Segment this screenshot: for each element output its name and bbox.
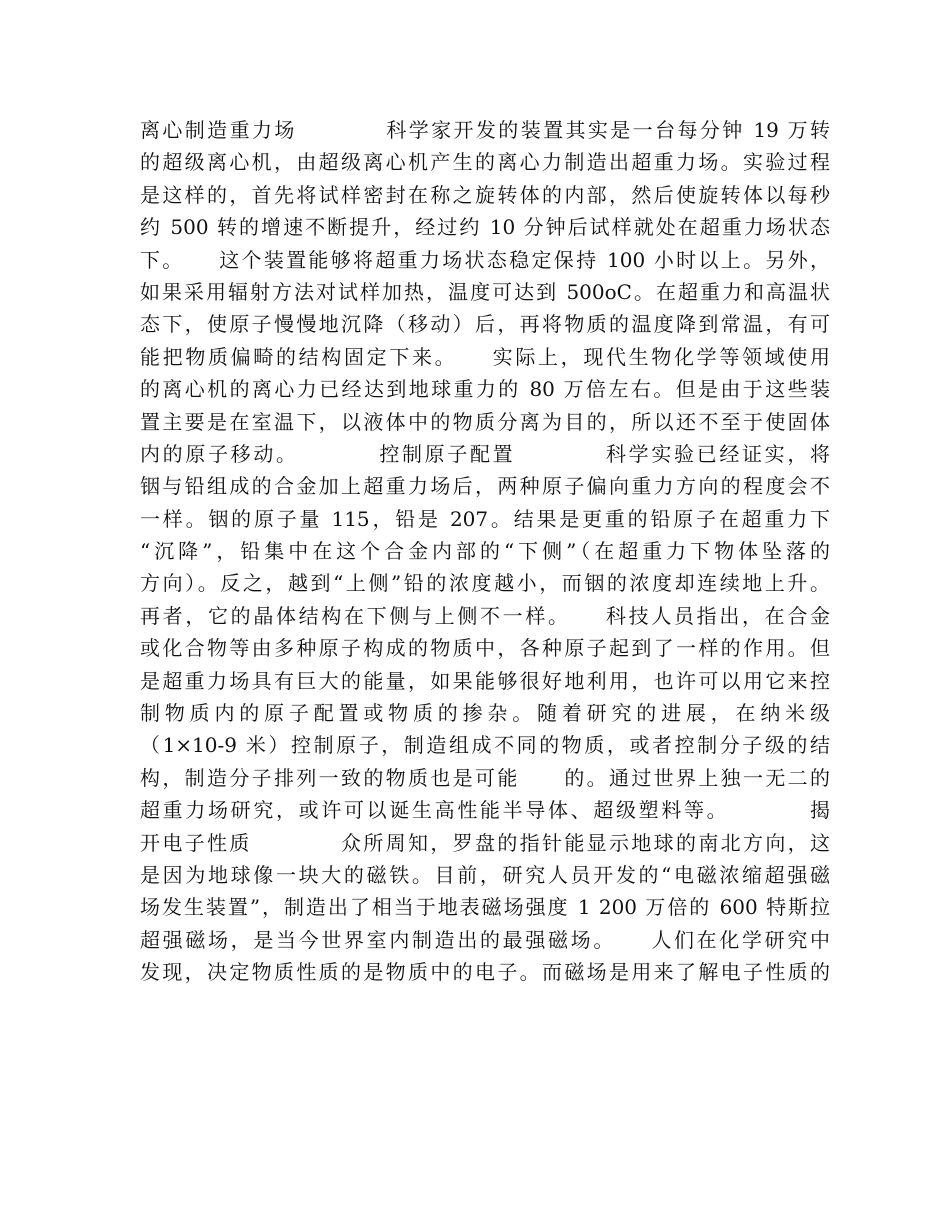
text-line: 发现，决定物质性质的是物质中的电子。而磁场是用来了解电子性质的 [140, 960, 830, 985]
text-line: 方向）。反之，越到“上侧”铅的浓度越小，而铟的浓度却连续地上升。 [140, 571, 830, 596]
text-line: 场发生装置”，制造出了相当于地表磁场强度 1 200 万倍的 600 特斯拉 [140, 895, 830, 920]
text-line: 制物质内的原子配置或物质的掺杂。随着研究的进展，在纳米级 [140, 701, 830, 726]
text-line: 一样。铟的原子量 115，铅是 207。结果是更重的铅原子在超重力下 [140, 506, 830, 531]
text-line: 的超级离心机，由超级离心机产生的离心力制造出超重力场。实验过程 [140, 150, 830, 175]
text-line: 超重力场研究，或许可以诞生高性能半导体、超级塑料等。 揭 [140, 798, 830, 823]
text-line: 内的原子移动。 控制原子配置 科学实验已经证实，将 [140, 441, 830, 466]
text-line: 构，制造分子排列一致的物质也是可能 的。通过世界上独一无二的 [140, 765, 830, 790]
text-line: 铟与铅组成的合金加上超重力场后，两种原子偏向重力方向的程度会不 [140, 474, 830, 499]
text-line: 再者，它的晶体结构在下侧与上侧不一样。 科技人员指出，在合金 [140, 603, 830, 628]
text-line: 离心制造重力场 科学家开发的装置其实是一台每分钟 19 万转 [140, 118, 830, 142]
article-body [140, 114, 830, 989]
text-line: 或化合物等由多种原子构成的物质中，各种原子起到了一样的作用。但 [140, 636, 830, 661]
text-line: 超强磁场，是当今世界室内制造出的最强磁场。 人们在化学研究中 [140, 927, 830, 952]
text-line: 态下，使原子慢慢地沉降（移动）后，再将物质的温度降到常温，有可 [140, 312, 830, 337]
text-line: 下。 这个装置能够将超重力场状态稳定保持 100 小时以上。另外， [140, 247, 830, 272]
text-line: 约 500 转的增速不断提升，经过约 10 分钟后试样就处在超重力场状态 [140, 215, 830, 240]
text-line: “沉降”，铅集中在这个合金内部的“下侧”（在超重力下物体坠落的 [140, 539, 830, 564]
text-line: 置主要是在室温下，以液体中的物质分离为目的，所以还不至于使固体 [140, 409, 830, 434]
text-line: （1×10-9 米）控制原子，制造组成不同的物质，或者控制分子级的结 [140, 733, 830, 758]
text-line: 的离心机的离心力已经达到地球重力的 80 万倍左右。但是由于这些装 [140, 377, 830, 402]
text-line: 能把物质偏畸的结构固定下来。 实际上，现代生物化学等领域使用 [140, 344, 830, 369]
text-line: 是这样的，首先将试样密封在称之旋转体的内部，然后使旋转体以每秒 [140, 182, 830, 207]
text-line: 是因为地球像一块大的磁铁。目前，研究人员开发的“电磁浓缩超强磁 [140, 862, 830, 887]
text-line: 开电子性质 众所周知，罗盘的指针能显示地球的南北方向，这 [140, 830, 830, 855]
text-line: 是超重力场具有巨大的能量，如果能够很好地利用，也许可以用它来控 [140, 668, 830, 693]
text-line: 如果采用辐射方法对试样加热，温度可达到 500oC。在超重力和高温状 [140, 279, 830, 304]
